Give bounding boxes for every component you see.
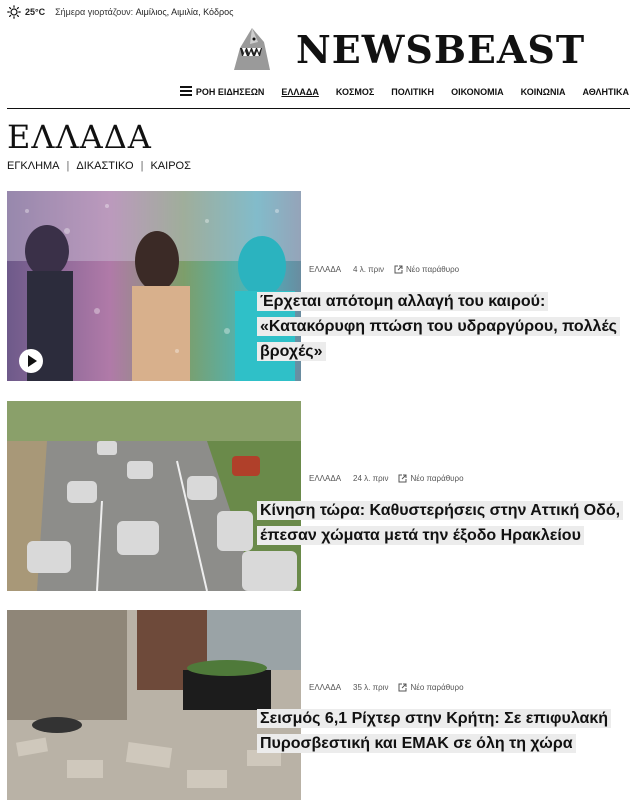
- article-meta: [309, 474, 464, 483]
- subnav-separator: |: [66, 160, 70, 172]
- article-headline-text: Έρχεται απότομη αλλαγή του καιρού: «Κατακόρυφη πτώση του υδραργύρου, πολλές βροχές»: [257, 292, 620, 361]
- brand-name: NEWSBEAST: [296, 26, 586, 72]
- article-card: [7, 191, 630, 381]
- new-window-label: Νέο παράθυρο: [410, 683, 464, 692]
- article-image-earthquake[interactable]: [7, 610, 301, 800]
- article-category[interactable]: ΕΛΛΑΔΑ: [309, 265, 342, 274]
- article-headline-text: Σεισμός 6,1 Ρίχτερ στην Κρήτη: Σε επιφυλακή Πυροσβεστική και ΕΜΑΚ σε όλη τη χώρα: [257, 709, 611, 753]
- new-window-link[interactable]: [398, 474, 463, 483]
- new-window-link[interactable]: [398, 683, 463, 692]
- article-headline-text: Κίνηση τώρα: Καθυστερήσεις στην Αττική Οδό, έπεσαν χώματα μετά την έξοδο Ηρακλείου: [257, 501, 623, 545]
- subnav-item[interactable]: ΚΑΙΡΟΣ: [150, 160, 191, 172]
- external-link-icon: [398, 683, 407, 692]
- nav-item[interactable]: ΡΟΗ ΕΙΔΗΣΕΩΝ: [195, 87, 265, 97]
- subnav-item[interactable]: ΕΓΚΛΗΜΑ: [7, 160, 60, 172]
- subnav-separator: |: [140, 160, 144, 172]
- play-video-icon[interactable]: [19, 349, 43, 373]
- article-meta: [309, 265, 459, 274]
- shark-logo-icon: [232, 26, 272, 72]
- nav-item[interactable]: ΚΟΣΜΟΣ: [335, 87, 375, 97]
- article-headline[interactable]: [257, 289, 627, 364]
- page-title: ΕΛΛΑΔΑ: [7, 118, 152, 156]
- subnav-item[interactable]: ΔΙΚΑΣΤΙΚΟ: [76, 160, 134, 172]
- nameday-label: Σήμερα γιορτάζουν:: [55, 7, 134, 17]
- nav-divider: [7, 108, 630, 109]
- article-meta: [309, 683, 464, 692]
- nav-item[interactable]: ΠΟΛΙΤΙΚΗ: [391, 87, 435, 97]
- section-subnav: [7, 160, 191, 172]
- new-window-label: Νέο παράθυρο: [406, 265, 460, 274]
- new-window-link[interactable]: [394, 265, 459, 274]
- temperature: 25°C: [25, 7, 46, 17]
- article-category[interactable]: ΕΛΛΑΔΑ: [309, 683, 342, 692]
- nav-item[interactable]: ΟΙΚΟΝΟΜΙΑ: [451, 87, 504, 97]
- sun-icon: [7, 5, 21, 19]
- nav-item[interactable]: ΚΟΙΝΩΝΙΑ: [520, 87, 566, 97]
- nav-item[interactable]: ΑΘΛΗΤΙΚΑ: [582, 87, 629, 97]
- article-headline[interactable]: [257, 706, 627, 756]
- article-card: [7, 401, 630, 591]
- main-nav: [0, 84, 637, 106]
- article-image-traffic[interactable]: [7, 401, 301, 591]
- new-window-label: Νέο παράθυρο: [410, 474, 464, 483]
- article-time: 35 λ. πριν: [353, 683, 389, 692]
- top-info-bar: [7, 4, 233, 20]
- nav-item[interactable]: ΕΛΛΑΔΑ: [281, 87, 319, 97]
- site-logo[interactable]: [232, 26, 585, 72]
- nameday-names: Αιμίλιος, Αιμιλία, Κόδρος: [135, 7, 234, 17]
- article-time: 24 λ. πριν: [353, 474, 389, 483]
- article-time: 4 λ. πριν: [353, 265, 385, 274]
- nav-items: [179, 87, 629, 97]
- external-link-icon: [394, 265, 403, 274]
- article-headline[interactable]: [257, 498, 627, 548]
- article-category[interactable]: ΕΛΛΑΔΑ: [309, 474, 342, 483]
- article-card: [7, 610, 630, 800]
- external-link-icon: [398, 474, 407, 483]
